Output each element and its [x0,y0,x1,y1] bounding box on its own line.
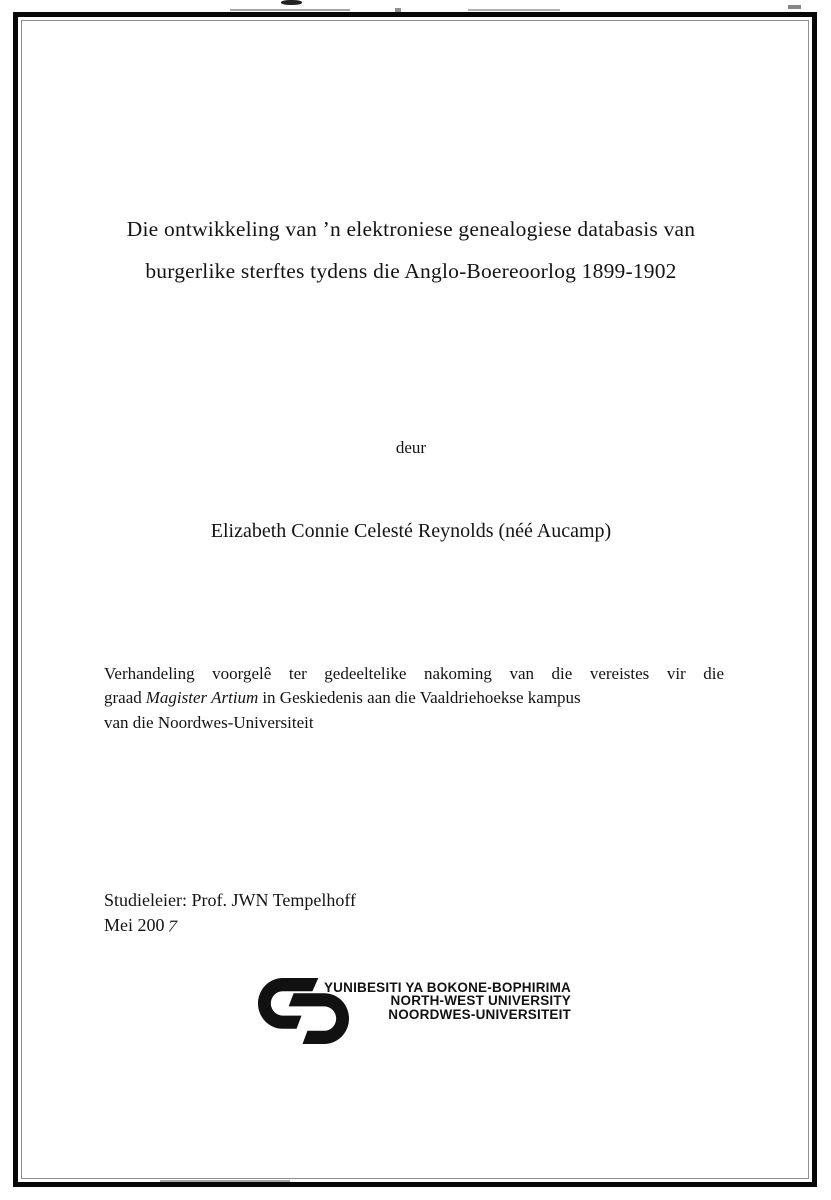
scan-artifact [395,8,401,12]
thesis-statement-line-2 [104,686,724,710]
scan-artifact [160,1180,290,1182]
university-logo-text [315,981,571,1021]
scan-artifact [468,9,560,11]
date-last-digit: 7 [165,916,179,936]
supervisor-line: Studieleier: Prof. JWN Tempelhoff [104,890,357,910]
university-logo [256,976,578,1050]
thesis-title-line-2: burgerlike sterftes tydens die Anglo-Boereoorlog 1899-1902 [145,259,677,283]
author-name: Elizabeth Connie Celesté Reynolds (néé Aucamp) [210,520,612,542]
byline-preposition: deur [395,438,427,457]
date-line [104,913,356,938]
logo-text-english: NORTH-WEST UNIVERSITY [390,993,571,1009]
scan-artifact [788,5,801,9]
supervisor-block [104,888,356,938]
scan-artifact [230,9,350,11]
thesis-title-line-1: Die ontwikkeling van ’n elektroniese genealogiese databasis van [126,217,696,241]
degree-suffix: in Geskiedenis aan die Vaaldriehoekse kampus [262,688,581,708]
date-prefix: Mei 200 [104,915,165,935]
thesis-statement-line-3: van die Noordwes-Universiteit [104,712,314,732]
scan-artifact [281,0,302,5]
logo-text-setswana: YUNIBESITI YA BOKONE-BOPHIRIMA [323,980,571,995]
degree-name: Magister Artium [145,688,259,708]
thesis-statement [104,662,724,735]
logo-text-afrikaans: NOORDWES-UNIVERSITEIT [388,1006,571,1022]
degree-prefix: graad [104,688,142,708]
thesis-statement-line-1: Verhandeling voorgelê ter gedeeltelike nakoming van die vereistes vir die [104,664,724,683]
